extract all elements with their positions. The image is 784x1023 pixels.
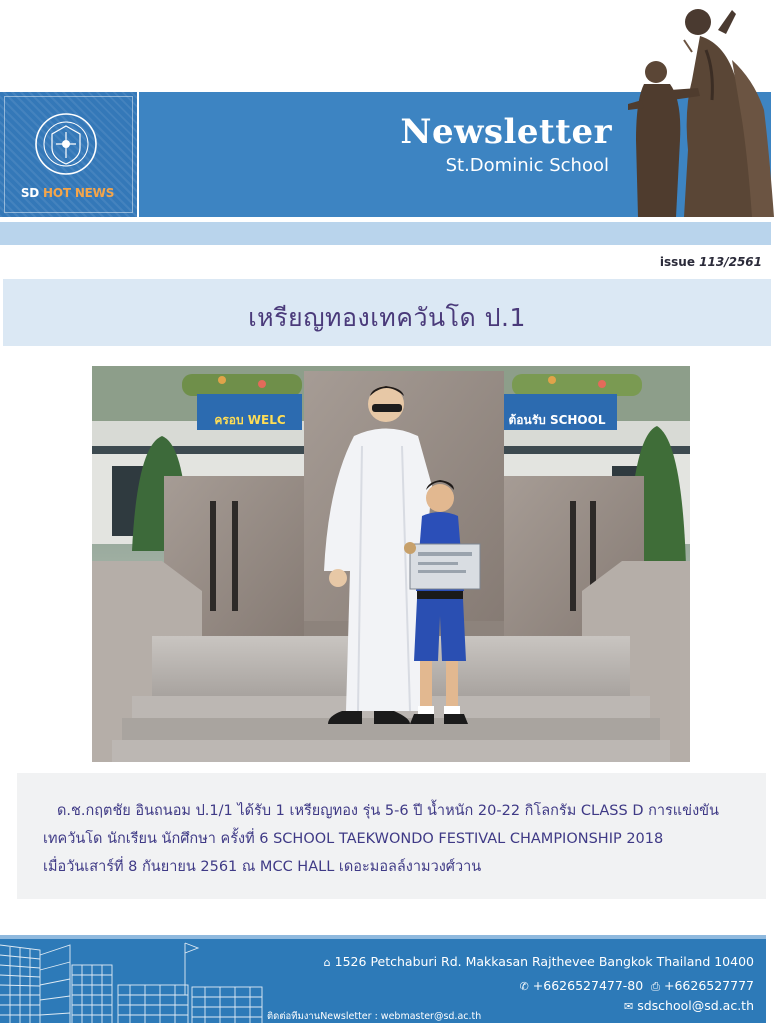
article-title: เหรียญทองเทควันโด ป.1 (248, 303, 526, 332)
footer-fax: +6626527777 (663, 978, 754, 993)
footer-address-text: 1526 Petchaburi Rd. Makkasan Rajthevee Bangkok Thailand 10400 (334, 954, 754, 969)
home-icon: ⌂ (323, 956, 331, 969)
caption-line: ด.ช.กฤตชัย อินถนอม ป.1/1 ได้รับ 1 เหรียญทอง รุ่น 5-6 ปี น้ำหนัก 20-22 กิโลกรัม CLASS D การแข่งขัน (57, 803, 719, 819)
footer-phone-fax (520, 978, 754, 994)
photo-banner-right-text: ต้อนรับ SCHOOL (508, 413, 606, 427)
caption-line: เมื่อวันเสาร์ที่ 8 กันยายน 2561 ณ MCC HALL เดอะมอลล์งามวงศ์วาน (43, 859, 482, 875)
mail-icon: ✉ (624, 1000, 634, 1013)
fax-icon: ⎙ (651, 980, 660, 993)
issue-number-value: 113/2561 (699, 255, 762, 269)
footer-phone[interactable]: +6626527477-80 (532, 978, 644, 993)
header-sub-band (0, 218, 771, 245)
newsletter-title: Newsletter (400, 112, 612, 152)
school-buildings-illustration (0, 935, 270, 1023)
hot-news-highlight: HOT NEWS (43, 186, 115, 200)
footer-address (324, 954, 754, 969)
footer-email[interactable]: sdschool@sd.ac.th (637, 998, 754, 1013)
caption-box (17, 773, 766, 899)
footer (0, 935, 784, 1023)
article-photo[interactable] (92, 366, 690, 762)
article-title-box (3, 279, 771, 346)
footer-contact[interactable]: ติดต่อทีมงานNewsletter : webmaster@sd.ac.th (267, 1011, 482, 1022)
hot-news-badge: SD HOT NEWS (20, 186, 115, 200)
article-caption (43, 797, 743, 881)
caption-line: เทควันโด นักเรียน นักศึกษา ครั้งที่ 6 SCHOOL TAEKWONDO FESTIVAL CHAMPIONSHIP 2018 (43, 831, 664, 847)
school-seal-icon (34, 112, 98, 176)
statue-image (614, 0, 784, 217)
footer-email-line (624, 998, 754, 1013)
school-logo-panel[interactable] (0, 92, 139, 217)
phone-icon: ✆ (519, 980, 529, 993)
photo-banner-left-text: ครอบ WELC (214, 413, 286, 427)
newsletter-subtitle: St.Dominic School (445, 155, 609, 176)
issue-number: issue 113/2561 (659, 255, 762, 269)
